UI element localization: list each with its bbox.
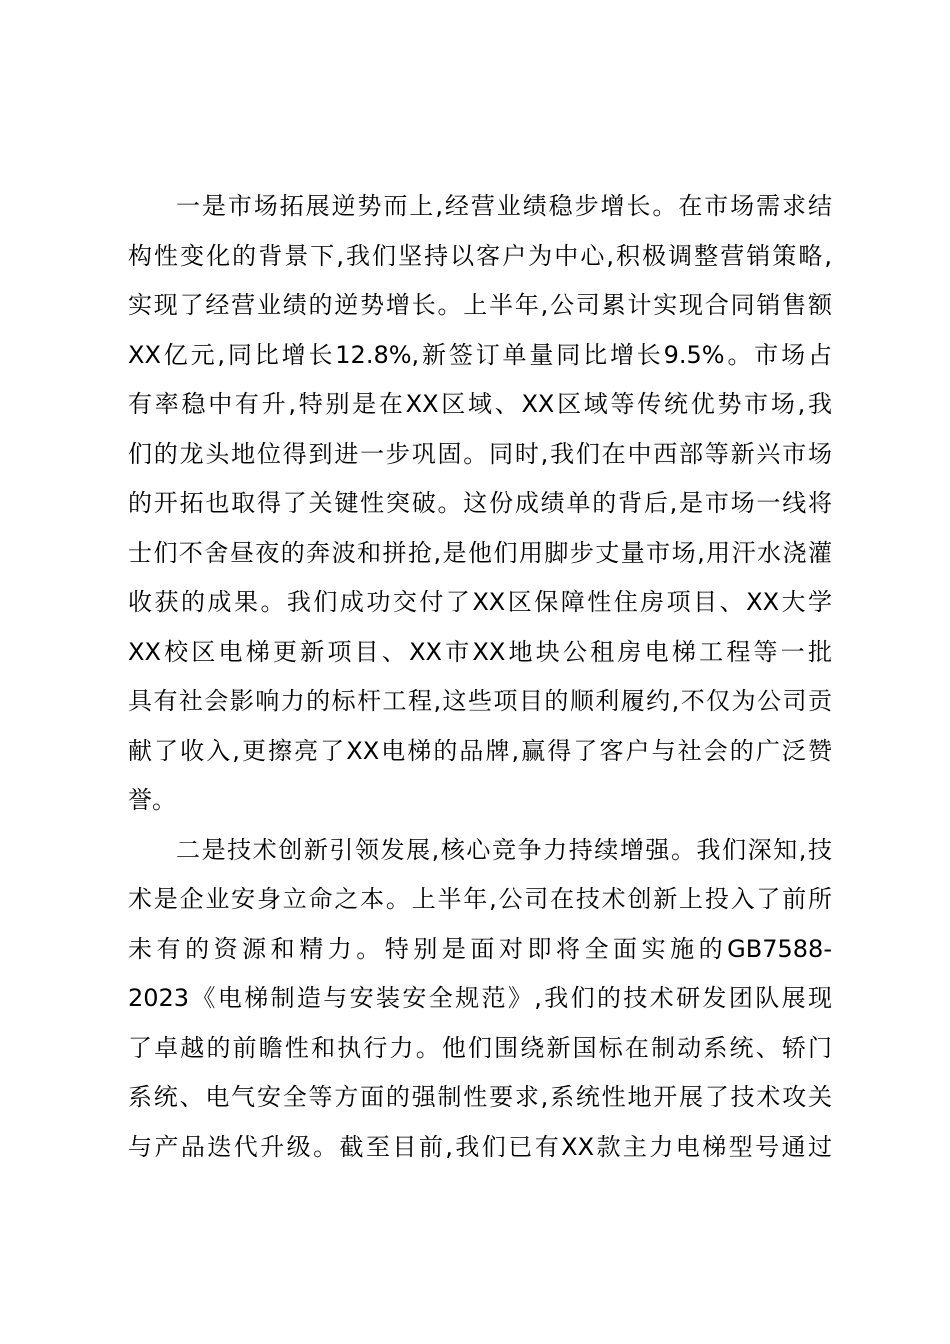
text-line: 的开拓也取得了关键性突破。这份成绩单的背后,是市场一线将 [128, 489, 832, 517]
text-line: 具有社会影响力的标杆工程,这些项目的顺利履约,不仅为公司贡 [128, 687, 832, 715]
text-line: 与产品迭代升级。截至目前,我们已有XX款主力电梯型号通过 [128, 1132, 832, 1161]
document-page [128, 182, 832, 1172]
text-line: 实现了经营业绩的逆势增长。上半年,公司累计实现合同销售额 [128, 291, 832, 319]
text-line: 系统、电气安全等方面的强制性要求,系统性地开展了技术攻关 [128, 1083, 832, 1111]
text-line: 献了收入,更擦亮了XX电梯的品牌,赢得了客户与社会的广泛赞 [128, 736, 832, 765]
text-line: 们的龙头地位得到进一步巩固。同时,我们在中西部等新兴市场 [128, 439, 832, 468]
text-line: 收获的成果。我们成功交付了XX区保障性住房项目、XX大学 [128, 588, 832, 616]
text-line: 2023《电梯制造与安装安全规范》,我们的技术研发团队展现 [128, 984, 832, 1012]
text-line: 一是市场拓展逆势而上,经营业绩稳步增长。在市场需求结 [176, 192, 832, 220]
text-line: 士们不舍昼夜的奔波和拼抢,是他们用脚步丈量市场,用汗水浇灌 [128, 538, 832, 567]
paragraph-market [128, 182, 832, 826]
text-line: 誉。 [128, 786, 176, 814]
text-line: 未有的资源和精力。特别是面对即将全面实施的GB7588- [128, 934, 832, 963]
text-line: 构性变化的背景下,我们坚持以客户为中心,积极调整营销策略, [128, 241, 832, 270]
text-line: 术是企业安身立命之本。上半年,公司在技术创新上投入了前所 [128, 885, 832, 913]
text-line: 了卓越的前瞻性和执行力。他们围绕新国标在制动系统、轿门 [128, 1033, 832, 1062]
text-line: XX亿元,同比增长12.8%,新签订单量同比增长9.5%。市场占 [128, 340, 832, 369]
text-line: 有率稳中有升,特别是在XX区域、XX区域等传统优势市场,我 [128, 390, 832, 418]
paragraph-technology [128, 826, 832, 1173]
text-line: XX校区电梯更新项目、XX市XX地块公租房电梯工程等一批 [128, 637, 832, 666]
text-line: 二是技术创新引领发展,核心竞争力持续增强。我们深知,技 [176, 835, 832, 864]
